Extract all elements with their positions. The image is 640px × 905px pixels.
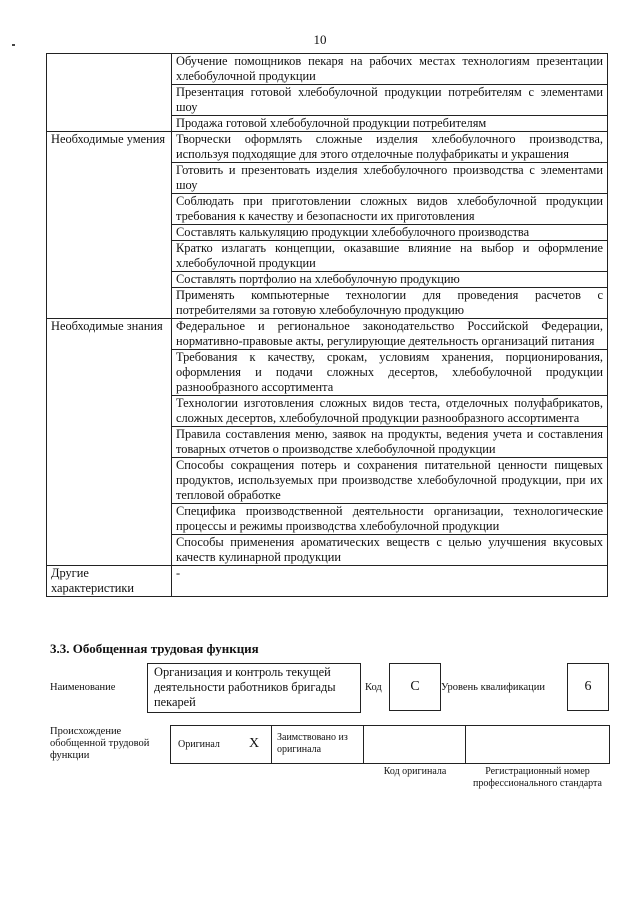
requirement-item: Обучение помощников пекаря на рабочих местах технологиям презентации хлебобулочной продукции xyxy=(172,54,608,85)
requirements-table xyxy=(46,53,608,597)
registration-number-cell xyxy=(465,725,610,764)
name-label: Наименование xyxy=(50,682,116,693)
origin-label: Происхождение обобщенной трудовой функции xyxy=(50,726,150,761)
code-value: C xyxy=(410,679,420,694)
requirement-item: Составлять портфолио на хлебобулочную продукцию xyxy=(172,272,608,288)
code-box xyxy=(389,663,441,711)
requirement-item: Способы сокращения потерь и сохранения питательной ценности пищевых продуктов, используемых при производстве хлебобулочной продукции, при их тепловой обработке xyxy=(172,458,608,504)
original-label: Оригинал xyxy=(178,739,220,750)
requirement-item: Способы применения ароматических веществ с целью улучшения вкусовых качеств кулинарной продукции xyxy=(172,535,608,566)
origin-code-caption: Код оригинала xyxy=(383,766,447,777)
code-label: Код xyxy=(365,682,382,693)
original-mark: X xyxy=(249,736,260,751)
registration-number-caption: Регистрационный номер профессионального стандарта xyxy=(473,766,602,789)
requirement-item: Готовить и презентовать изделия хлебобулочного производства с элементами шоу xyxy=(172,163,608,194)
requirement-item: Требования к качеству, срокам, условиям хранения, порционирования, оформления и подачи сложных десертов, хлебобулочной продукции разнообразного ассортимента xyxy=(172,350,608,396)
row-category-label xyxy=(47,54,172,132)
qualification-level-label: Уровень квалификации xyxy=(441,682,546,693)
origin-table xyxy=(170,725,467,764)
requirement-item: Применять компьютерные технологии для проведения расчетов с потребителями за готовую хлебобулочную продукцию xyxy=(172,288,608,319)
section-heading: 3.3. Обобщенная трудовая функция xyxy=(50,641,259,656)
requirement-item: Технологии изготовления сложных видов теста, отделочных полуфабрикатов, сложных десертов, хлебобулочной продукции разнообразного ассортимента xyxy=(172,396,608,427)
qualification-level-value: 6 xyxy=(584,679,592,694)
requirement-item: Кратко излагать концепции, оказавшие влияние на выбор и оформление хлебобулочной продукции xyxy=(172,241,608,272)
qualification-level-box xyxy=(567,663,609,711)
requirement-item: Правила составления меню, заявок на продукты, ведения учета и составления товарных отчетов о производстве хлебобулочной продукции xyxy=(172,427,608,458)
requirement-item: Составлять калькуляцию продукции хлебобулочного производства xyxy=(172,225,608,241)
row-category-label: Необходимые знания xyxy=(47,319,172,566)
requirement-item: - xyxy=(172,566,608,597)
scan-artifact xyxy=(12,44,15,46)
requirement-item: Продажа готовой хлебобулочной продукции потребителям xyxy=(172,116,608,132)
requirement-item: Презентация готовой хлебобулочной продукции потребителям с элементами шоу xyxy=(172,85,608,116)
page-number: 10 xyxy=(313,32,327,47)
borrowed-label: Заимствовано из оригинала xyxy=(277,732,348,755)
table-row xyxy=(47,319,608,350)
table-row xyxy=(47,566,608,597)
requirement-item: Творчески оформлять сложные изделия хлебобулочного производства, используя подходящие для этого отделочные полуфабрикаты и украшения xyxy=(172,132,608,163)
requirement-item: Соблюдать при приготовлении сложных видов хлебобулочной продукции требования к качеству и безопасности их приготовления xyxy=(172,194,608,225)
row-category-label: Необходимые умения xyxy=(47,132,172,319)
table-row xyxy=(47,54,608,85)
original-cell xyxy=(171,726,272,763)
requirement-item: Специфика производственной деятельности организации, технологические процессы и режимы производства хлебобулочной продукции xyxy=(172,504,608,535)
row-category-label: Другие характеристики xyxy=(47,566,172,597)
table-row xyxy=(47,132,608,163)
function-name-value: Организация и контроль текущей деятельности работников бригады пекарей xyxy=(154,665,336,709)
function-name-box xyxy=(147,663,361,713)
requirement-item: Федеральное и региональное законодательство Российской Федерации, нормативно-правовые акты, регулирующие деятельность организаций питания xyxy=(172,319,608,350)
